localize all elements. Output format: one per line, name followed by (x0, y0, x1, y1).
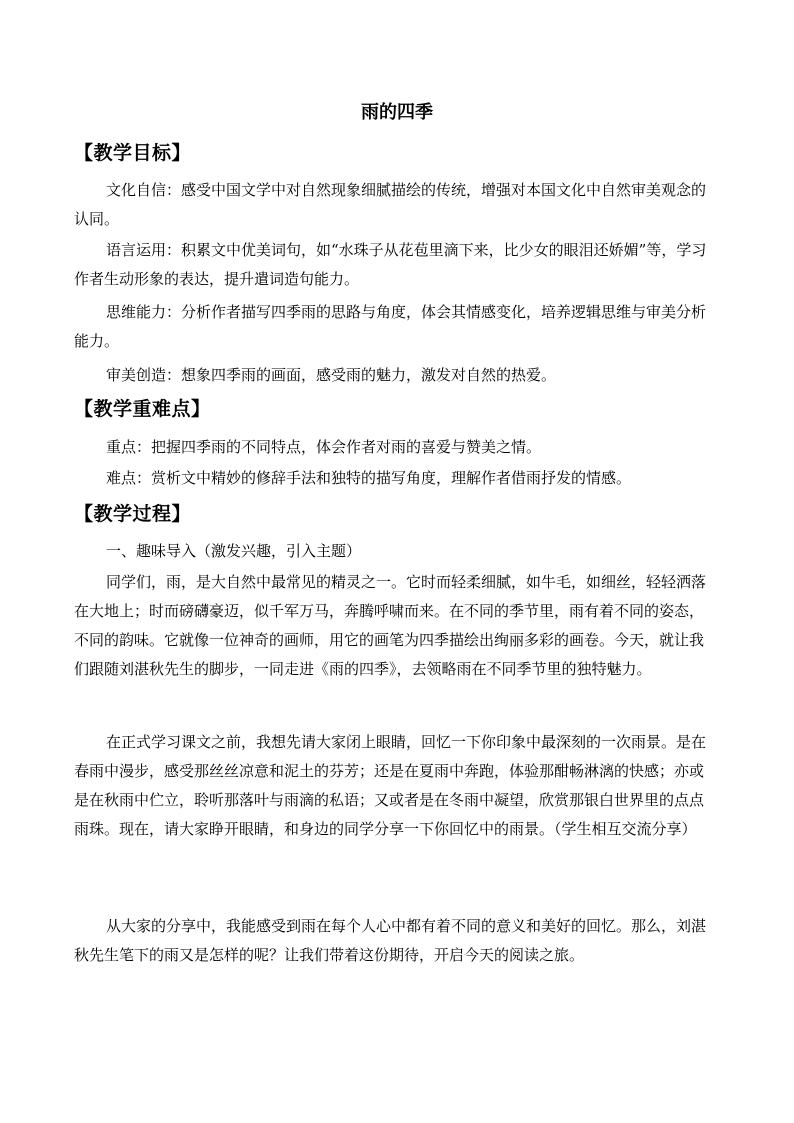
section-heading-key-points: 【教学重难点】 (74, 398, 211, 420)
paragraph-thinking-ability: 思维能力：分析作者描写四季雨的思路与角度，体会其情感变化，培养逻辑思维与审美分析能力。 (74, 303, 707, 350)
paragraph-difficult-point: 难点：赏析文中精妙的修辞手法和独特的描写角度，理解作者借雨抒发的情感。 (106, 469, 632, 487)
section-heading-process: 【教学过程】 (74, 503, 192, 525)
paragraph-aesthetic-creation: 审美创造：想象四季雨的画面，感受雨的魅力，激发对自然的热爱。 (106, 366, 557, 384)
paragraph-cultural-confidence: 文化自信：感受中国文学中对自然现象细腻描绘的传统，增强对本国文化中自然审美观念的认同。 (74, 181, 707, 228)
section-heading-objectives: 【教学目标】 (74, 142, 192, 164)
paragraph-intro-text: 同学们，雨，是大自然中最常见的精灵之一。它时而轻柔细腻，如牛毛，如细丝，轻轻洒落在大地上；时而磅礴豪迈，似千军万马，奔腾呼啸而来。在不同的季节里，雨有着不同的姿态，不同的韵味。它就像一位神奇的画师，用它的画笔为四季描绘出绚丽多彩的画卷。今天，就让我们跟随刘湛秋先生的脚步，一同走进《雨的四季》，去领略雨在不同季节里的独特魅力。 (74, 573, 707, 678)
document-title: 雨的四季 (361, 102, 433, 123)
paragraph-intro-heading: 一、趣味导入（激发兴趣，引入主题） (106, 542, 362, 560)
paragraph-recall-activity: 在正式学习课文之前，我想先请大家闭上眼睛，回忆一下你印象中最深刻的一次雨景。是在春雨中漫步，感受那丝丝凉意和泥土的芬芳；还是在夏雨中奔跑，体验那酣畅淋漓的快感；亦或是在秋雨中伫立，聆听那落叶与雨滴的私语；又或者是在冬雨中凝望，欣赏那银白世界里的点点雨珠。现在，请大家睁开眼睛，和身边的同学分享一下你回忆中的雨景。（学生相互交流分享） (74, 733, 707, 838)
paragraph-key-point: 重点：把握四季雨的不同特点，体会作者对雨的喜爱与赞美之情。 (106, 438, 542, 456)
paragraph-transition: 从大家的分享中，我能感受到雨在每个人心中都有着不同的意义和美好的回忆。那么，刘湛秋先生笔下的雨又是怎样的呢？让我们带着这份期待，开启今天的阅读之旅。 (74, 917, 707, 964)
paragraph-language-use: 语言运用：积累文中优美词句，如“水珠子从花苞里滴下来，比少女的眼泪还娇媚”等，学习作者生动形象的表达，提升遣词造句能力。 (74, 241, 707, 288)
